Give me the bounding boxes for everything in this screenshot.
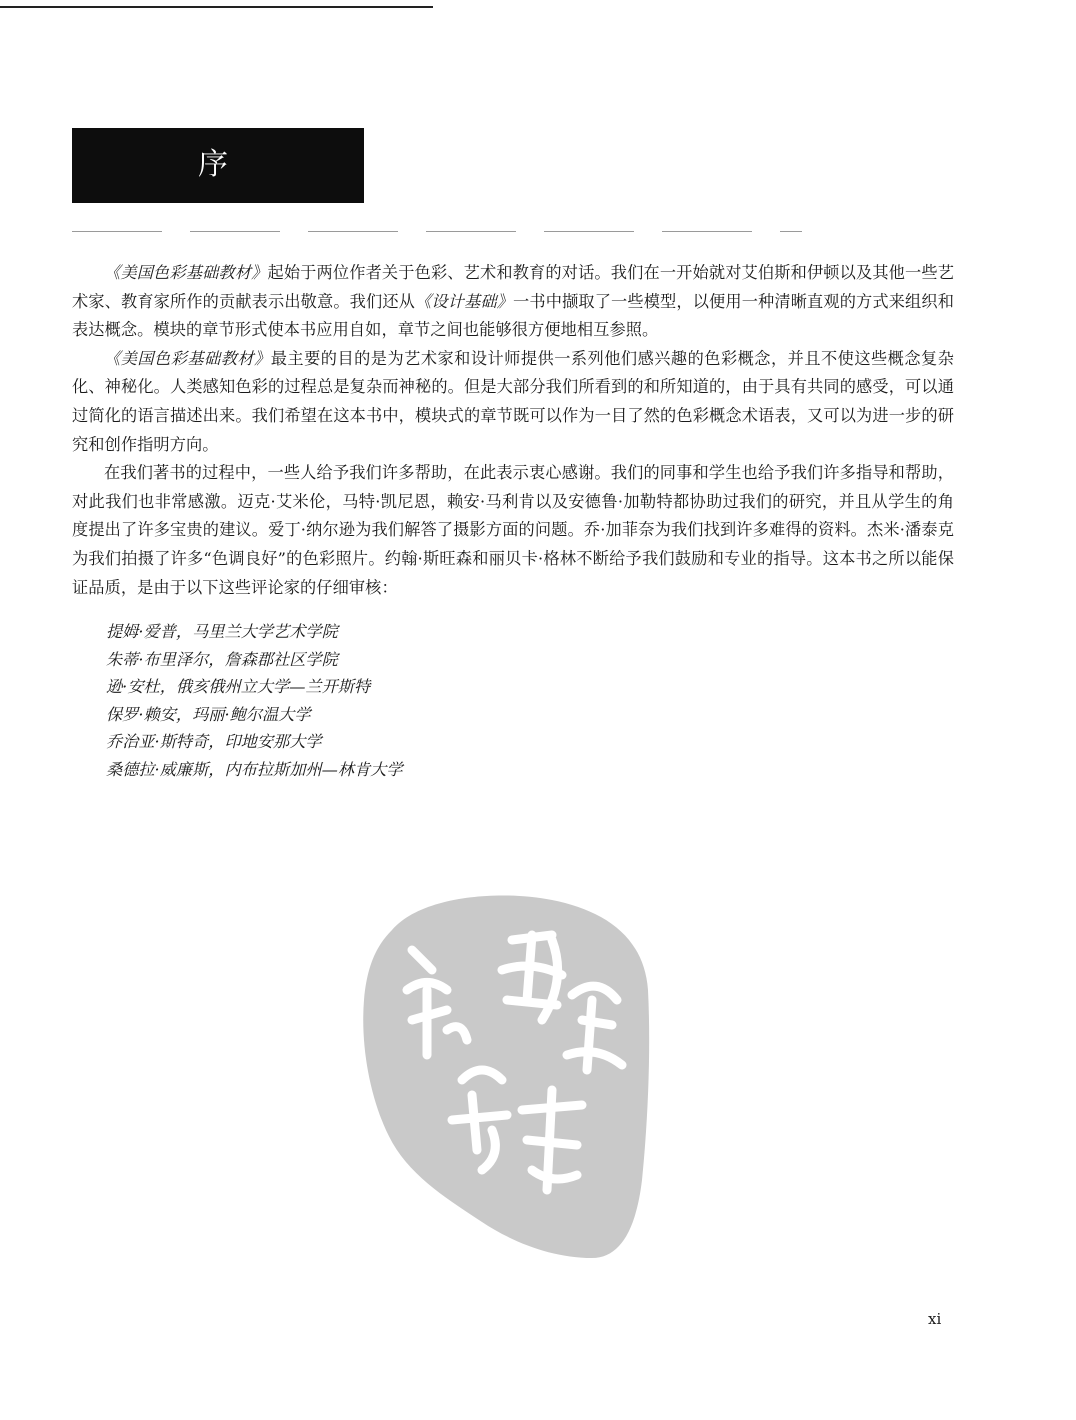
page-number: xi [928,1310,942,1328]
seal-stamp-icon [352,880,652,1260]
reviewer-item: 乔治亚·斯特奇，印地安那大学 [106,732,322,752]
preface-body [72,259,954,602]
book-title: 《设计基础》 [415,291,514,311]
reviewer-item: 朱蒂·布里泽尔，詹森郡社区学院 [106,649,338,669]
reviewer-item: 保罗·赖安，玛丽·鲍尔温大学 [106,704,311,724]
dashed-divider [72,231,802,232]
paragraph-text: 一书中撷取了一些模型，以便用一种清晰直观的方式来组织和表达概念。模块的章节形式使本书应用自如，章节之间也能够很方便地相互参照。 [72,291,954,340]
section-title-block [72,128,364,203]
top-border-rule [0,6,433,8]
paragraph-2 [72,345,954,459]
paragraph-3 [72,459,954,602]
reviewer-list [106,618,706,784]
paragraph-text: 在我们著书的过程中，一些人给予我们许多帮助，在此表示衷心感谢。我们的同事和学生也给予我们许多指导和帮助，对此我们也非常感激。迈克·艾米伦，马特·凯尼恩，赖安·马利肯以及安德鲁·加勒特都协助过我们的研究，并且从学生的角度提出了许多宝贵的建议。爱丁·纳尔逊为我们解答了摄影方面的问题。乔·加菲奈为我们找到许多难得的资料。杰米·潘泰克为我们拍摄了许多“色调良好”的色彩照片。约翰·斯旺森和丽贝卡·格林不断给予我们鼓励和专业的指导。这本书之所以能保证品质，是由于以下这些评论家的仔细审核： [72,463,954,597]
paragraph-text: 最主要的目的是为艺术家和设计师提供一系列他们感兴趣的色彩概念，并且不使这些概念复杂化、神秘化。人类感知色彩的过程总是复杂而神秘的。但是大部分我们所看到的和所知道的，由于具有共同的感受，可以通过简化的语言描述出来。我们希望在这本书中，模块式的章节既可以作为一目了然的色彩概念术语表，又可以为进一步的研究和创作指明方向。 [72,348,954,454]
reviewer-item: 桑德拉·威廉斯，内布拉斯加州—林肯大学 [106,759,403,779]
reviewer-item: 提姆·爱普，马里兰大学艺术学院 [106,622,338,641]
page-title: 序 [198,147,229,182]
paragraph-text: 起始于两位作者关于色彩、艺术和教育的对话。我们在一开始就对艾伯斯和伊顿以及其他一些艺术家、教育家所作的贡献表示出敬意。我们还从 [72,263,955,311]
reviewer-item: 逊·安杜，俄亥俄州立大学—兰开斯特 [106,677,371,697]
book-title: 《美国色彩基础教材》 [104,348,271,368]
book-title: 《美国色彩基础教材》 [104,263,268,282]
paragraph-1 [72,259,954,345]
